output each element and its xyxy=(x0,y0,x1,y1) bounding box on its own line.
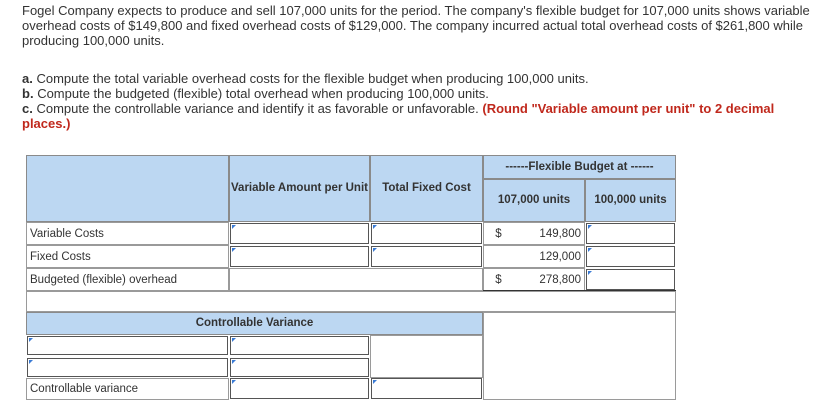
controllable-variance-header: Controllable Variance xyxy=(26,312,483,335)
cv-row2-amount-input[interactable] xyxy=(230,358,369,377)
fixed-costs-100k-input[interactable] xyxy=(586,246,675,267)
controllable-variance-fu-select[interactable] xyxy=(371,378,482,399)
problem-text: Fogel Company expects to produce and sell 107,000 units for the period. The company's flexible budget for 107,000 units shows variable overhead costs of $149,800 and fixed overhead costs of $129,000. The company incurred actual total overhead costs of $261,800 while producing 100,000 units. xyxy=(22,3,810,48)
dollar-sign xyxy=(483,245,513,268)
questions xyxy=(22,71,822,131)
header-blank-cell xyxy=(26,155,229,222)
controllable-variance-label: Controllable variance xyxy=(26,378,229,400)
spacer-row xyxy=(26,291,676,312)
row-label-budgeted-overhead: Budgeted (flexible) overhead xyxy=(26,268,229,291)
cv-row1-amount-input[interactable] xyxy=(230,336,369,355)
variable-costs-var-amount-input[interactable] xyxy=(230,223,369,244)
budgeted-overhead-100k-input[interactable] xyxy=(586,269,675,290)
question-c: c. Compute the controllable variance and identify it as favorable or unfavorable. (Round "Variable amount per unit" to 2 decimal places.) xyxy=(22,101,775,131)
flexible-budget-table xyxy=(26,155,676,400)
header-107000-units: 107,000 units xyxy=(483,179,585,222)
fixed-costs-107k-value: 129,000 xyxy=(513,245,585,268)
question-b: b. Compute the budgeted (flexible) total overhead when producing 100,000 units. xyxy=(22,86,489,101)
cv-row2-label-input[interactable] xyxy=(27,358,228,377)
cv-row1-label-input[interactable] xyxy=(27,336,228,355)
question-a: a. Compute the total variable overhead costs for the flexible budget when producing 100,000 units. xyxy=(22,71,589,86)
fixed-costs-var-amount-input[interactable] xyxy=(230,246,369,267)
fixed-costs-fixed-input[interactable] xyxy=(371,246,482,267)
rounding-note: (Round "Variable amount per unit" to 2 decimal places.) xyxy=(22,101,775,131)
budgeted-overhead-blank xyxy=(229,268,483,291)
row-label-fixed-costs: Fixed Costs xyxy=(26,245,229,268)
header-100000-units: 100,000 units xyxy=(585,179,676,222)
header-flexible-budget: ------Flexible Budget at ------ xyxy=(483,155,676,179)
controllable-right-blank xyxy=(483,312,676,400)
controllable-variance-amount-input[interactable] xyxy=(230,378,369,399)
row-label-variable-costs: Variable Costs xyxy=(26,222,229,245)
header-total-fixed-cost: Total Fixed Cost xyxy=(370,155,483,222)
budgeted-overhead-107k-value: 278,800 xyxy=(513,268,585,291)
variable-costs-107k-value: 149,800 xyxy=(513,222,585,245)
cv-blank-cell xyxy=(370,335,483,378)
dollar-sign: $ xyxy=(483,222,513,245)
header-variable-amount: Variable Amount per Unit xyxy=(229,155,370,222)
variable-costs-fixed-input[interactable] xyxy=(371,223,482,244)
problem-statement xyxy=(22,3,822,48)
dollar-sign: $ xyxy=(483,268,513,291)
variable-costs-100k-input[interactable] xyxy=(586,223,675,244)
